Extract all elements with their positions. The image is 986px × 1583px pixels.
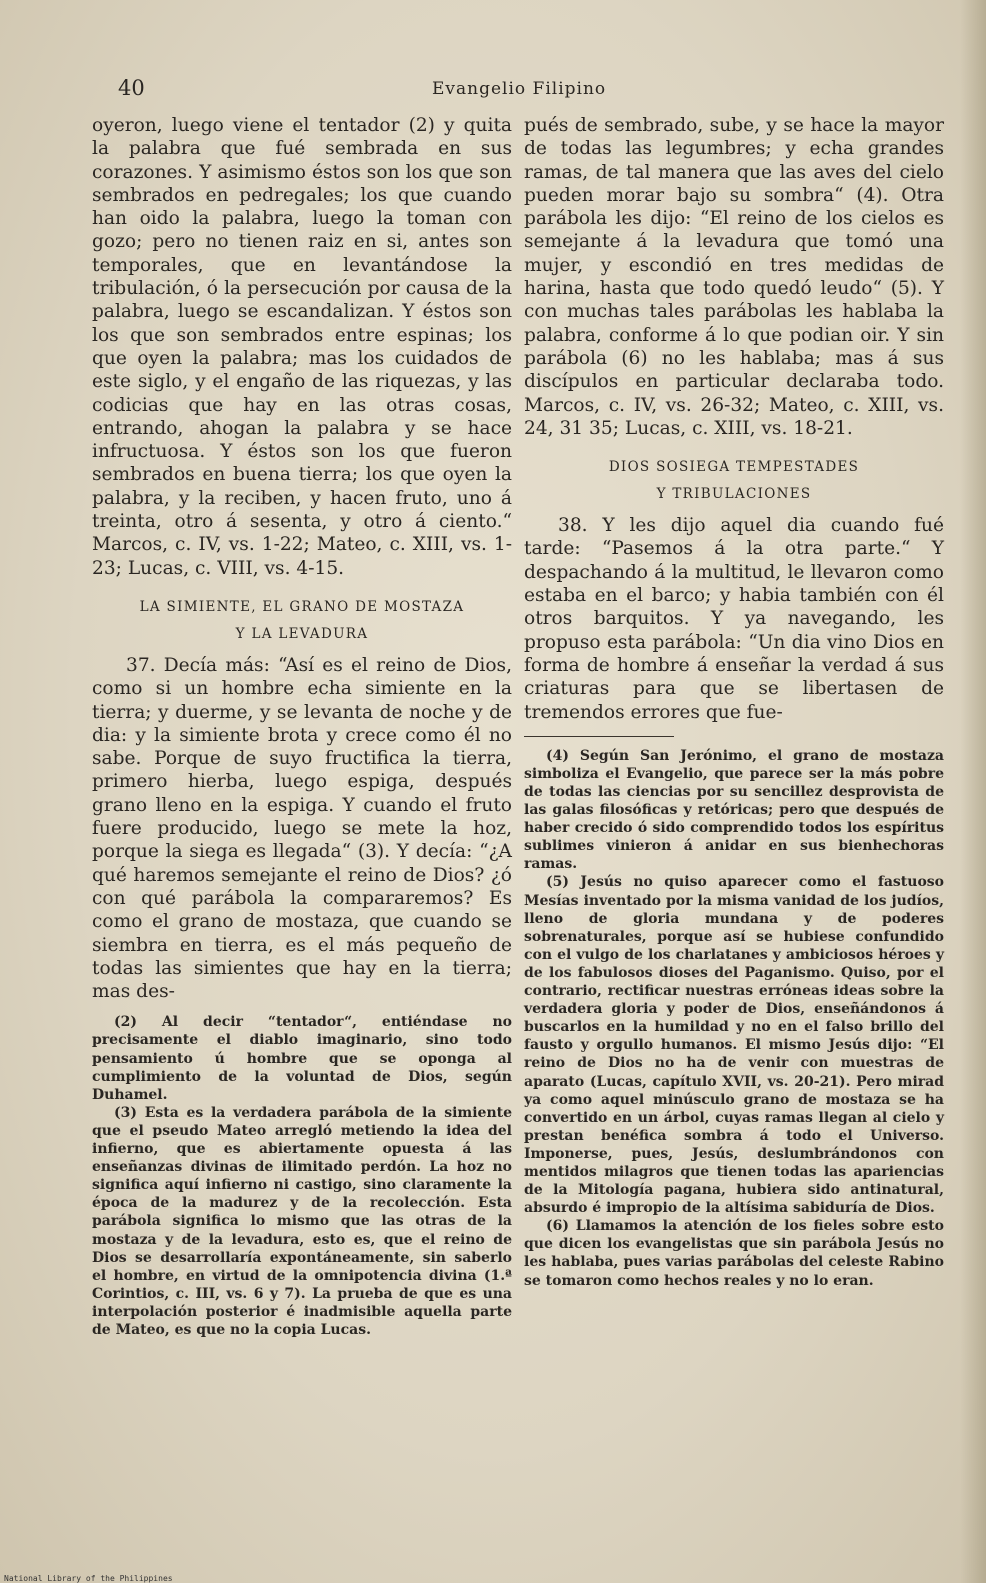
- page-number: 40: [118, 76, 145, 100]
- section-heading-line-2: Y TRIBULACIONES: [656, 486, 812, 503]
- footnote-6: (6) Llamamos la atención de los fieles sobre esto que dicen los evangelistas que sin parábola Jesús no les hablaba, pues varias parábolas del celeste Rabino se tomaron como hechos reales y no lo eran.: [524, 1218, 944, 1289]
- footnote-2: (2) Al decir “tentador“, entiéndase no precisamente el diablo imaginario, sino todo pensamiento ú hombre que se oponga al cumplimiento de la voluntad de Dios, según Duhamel.: [92, 1014, 512, 1103]
- left-footnotes: [92, 1013, 512, 1339]
- left-body-2: [92, 654, 512, 1003]
- right-column: [524, 114, 944, 1290]
- right-paragraph-1: pués de sembrado, sube, y se hace la mayor de todas las legumbres; y echa grandes ramas, de tal manera que las aves del cielo pueden morar bajo su sombra“ (4). Otra parábola les dijo: “El reino de los cielos es semejante á la levadura que tomó una mujer, y escondió en tres medidas de harina, hasta que todo quedó leudo“ (5). Y con muchas tales parábolas les hablaba la palabra, conforme á lo que podian oir. Y sin parábola (6) no les hablaba; mas á sus discípulos en particular declaraba todo. Marcos, c. IV, vs. 26-32; Mateo, c. XIII, vs. 24, 31 35; Lucas, c. XIII, vs. 18-21.: [524, 115, 944, 439]
- footnote-5: (5) Jesús no quiso aparecer como el fastuoso Mesías inventado por la misma vanidad de los judíos, lleno de gloria mundana y de poderes sobrenaturales, porque así se hubiese confundido con el vulgo de los charlatanes y ambiciosos héroes y de los fabulosos dioses del Paganismo. Quiso, por el contrario, rectificar nuestras erróneas ideas sobre la verdadera gloria y poder de Dios, enseñándonos á buscarlos en la humildad y no en el falso brillo del fausto y orgullo humanos. El mismo Jesús dijo: “El reino de Dios no ha de venir con muestras de aparato (Lucas, capítulo XVII, vs. 20-21). Pero mirad ya como aquel minúsculo grano de mostaza se ha convertido en un árbol, cuyas ramas llegan al cielo y prestan benéfica sombra á todo el Universo. Imponerse, pues, Jesús, deslumbrándonos con mentidos milagros que tienen todas las apariencias de la Mitología pagana, hubiera sido antinatural, absurdo é impropio de la altísima sabiduría de Dios.: [524, 874, 944, 1217]
- footnote-4: (4) Según San Jerónimo, el grano de mostaza simboliza el Evangelio, que parece ser la más pobre de todas las ciencias por su sencillez desprovista de las galas filosóficas y retóricas; pero que después de haber crecido ó sido comprendido todos los espíritus sublimes vinieron á anidar en sus bienhechoras ramas.: [524, 747, 944, 873]
- section-heading-tempestades: [524, 454, 944, 508]
- page-edge-shadow: [960, 0, 986, 1583]
- right-footnotes: [524, 747, 944, 1290]
- left-paragraph-1: oyeron, luego viene el tentador (2) y quita la palabra que fué sembrada en sus corazones. Y asimismo éstos son los que son sembrados en pedregales; los que cuando han oido la palabra, luego la toman con gozo; pero no tienen raiz en si, antes son temporales, que en levantándose la tribulación, ó la persecución por causa de la palabra, luego se escandalizan. Y éstos son los que son sembrados entre espinas; los que oyen la palabra; mas los cuidados de este siglo, y el engaño de las riquezas, y las codicias que hay en las otras cosas, entrando, ahogan la palabra y se hace infructuosa. Y éstos son los que fueron sembrados en buena tierra; los que oyen la palabra, y la reciben, y hacen fruto, uno á treinta, otro á sesenta, y otro á ciento.“ Marcos, c. IV, vs. 1-22; Mateo, c. XIII, vs. 1-23; Lucas, c. VIII, vs. 4-15.: [92, 115, 512, 579]
- library-credit: National Library of the Philippines: [4, 1574, 173, 1583]
- right-body: [524, 114, 944, 440]
- left-body: [92, 114, 512, 580]
- section-heading-line-2: Y LA LEVADURA: [235, 625, 369, 642]
- paragraph-38: 38. Y les dijo aquel dia cuando fué tarde: “Pasemos á la otra parte.“ Y despachando á la multitud, le llevaron como estaba en el barco; y habia también con él otros barquitos. Y ya navegando, les propuso esta parábola: “Un dia vino Dios en forma de hombre á enseñar la verdad á sus criaturas para que se libertasen de tremendos errores que fue-: [524, 515, 944, 723]
- right-body-2: [524, 514, 944, 724]
- footnote-3: (3) Esta es la verdadera parábola de la simiente que el pseudo Mateo arregló metiendo la idea del infierno, que es abiertamente opuesta á las enseñanzas divinas de ilimitado perdón. La hoz no significa aquí infierno ni castigo, sino claramente la época de la madurez y de la recolección. Esta parábola significa lo mismo que las otras de la mostaza y de la levadura, esto es, que el reino de Dios se desarrollaría expontáneamente, sin saberlo el hombre, en virtud de la omnipotencia divina (1.ª Corintios, c. III, vs. 6 y 7). La prueba de que es una interpolación posterior é inadmisible aquella parte de Mateo, es que no la copia Lucas.: [92, 1104, 512, 1338]
- section-heading-simiente: [92, 594, 512, 648]
- section-heading-line-1: DIOS SOSIEGA TEMPESTADES: [608, 459, 860, 476]
- footnote-rule: [524, 736, 674, 737]
- left-column: [92, 114, 512, 1339]
- section-heading-line-1: LA SIMIENTE, EL GRANO DE MOSTAZA: [139, 598, 465, 615]
- paragraph-37: 37. Decía más: “Así es el reino de Dios, como si un hombre echa simiente en la tierra; y duerme, y se levanta de noche y de dia: y la simiente brota y crece como él no sabe. Porque de suyo fructifica la tierra, primero hierba, luego espiga, después grano lleno en la espiga. Y cuando el fruto fuere producido, luego se mete la hoz, porque la siega es llegada“ (3). Y decía: “¿A qué haremos semejante el reino de Dios? ¿ó con qué parábola la compararemos? Es como el grano de mostaza, que cuando se siembra en tierra, es el más pequeño de todas las simientes que hay en la tierra; mas des-: [92, 654, 512, 1003]
- page-header: [96, 76, 956, 102]
- running-title: Evangelio Filipino: [432, 79, 607, 99]
